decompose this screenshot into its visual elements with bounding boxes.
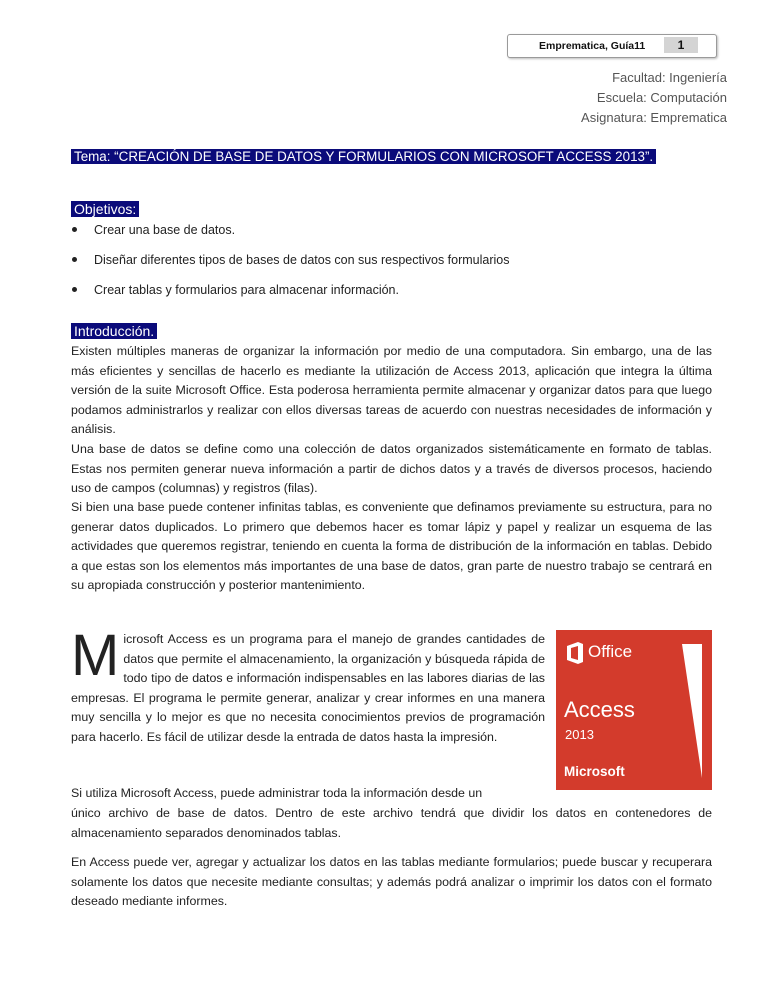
list-item (70, 250, 510, 280)
logo-triangle (682, 644, 702, 778)
logo-access-text: Access (564, 697, 635, 722)
bullet-icon (72, 227, 77, 232)
office-logo-inner (571, 646, 578, 660)
intro-heading-text: Introducción. (71, 323, 157, 339)
office-logo-icon (565, 642, 585, 664)
course-meta (581, 68, 727, 128)
meta-facultad: Facultad: Ingeniería (612, 70, 727, 85)
intro-paragraph-3: Si bien una base puede contener infinitas tablas, es conveniente que definamos previamente su estructura, para no generar datos duplicados. Lo primero que debemos hacer es tomar lápiz y papel y realizar un esquema de las actividades que queremos registrar, teniendo en cuenta la forma de distribución de la información en tablas. Debido a que estas son los elementos más importantes de una base de datos, gran parte de nuestro trabajo se centrará en su apropiada construcción y posterior mantenimiento. (71, 500, 712, 592)
list-item-text: Diseñar diferentes tipos de bases de datos con sus respectivos formularios (94, 253, 510, 267)
meta-escuela: Escuela: Computación (596, 90, 727, 105)
logo-year-text: 2013 (565, 727, 594, 742)
intro-heading (71, 322, 157, 341)
bullet-icon (72, 287, 77, 292)
topic-title-text: Tema: “CREACIÓN DE BASE DE DATOS Y FORMULARIOS CON MICROSOFT ACCESS 2013”. (71, 149, 656, 164)
logo-office-text: Office (588, 642, 633, 661)
list-item (70, 280, 510, 310)
drop-cap: M (71, 623, 120, 688)
access-paragraph (71, 623, 545, 747)
logo-microsoft-text: Microsoft (564, 764, 625, 779)
header-box (507, 34, 717, 58)
objectives-heading (71, 200, 139, 219)
list-item (70, 220, 510, 250)
paragraph-5-rest: único archivo de base de datos. Dentro de este archivo tendrá que dividir los datos en contenedores de almacenamiento separados denominados tablas. (71, 806, 712, 840)
list-item-text: Crear tablas y formularios para almacenar información. (94, 283, 399, 297)
topic-title (71, 147, 656, 166)
access-2013-logo (556, 630, 712, 790)
header-title: Emprematica, Guía11 (539, 40, 646, 52)
paragraph-5-first-line: Si utiliza Microsoft Access, puede administrar toda la información desde un (71, 786, 483, 800)
meta-asignatura: Asignatura: Emprematica (581, 110, 727, 125)
intro-paragraph-1: Existen múltiples maneras de organizar la información por medio de una computadora. Sin embargo, una de las más eficientes y sencillas de hacerlo es mediante la utilización de Access 2013, aplicación que integra la última versión de la suite Microsoft Office. Esta poderosa herramienta permite almacenar y organizar datos para que luego podamos administrarlos y realizar con ellos diversas tareas de acuerdo con nuestras necesidades de información y análisis. (71, 344, 712, 436)
page-number: 1 (664, 37, 698, 53)
bullet-icon (72, 257, 77, 262)
objectives-heading-text: Objetivos: (71, 201, 139, 217)
intro-paragraph-2: Una base de datos se define como una colección de datos organizados sistemáticamente en formato de tablas. Estas nos permiten generar nueva información a partir de dichos datos y a través de diversos procesos, haciendo uso de campos (columnas) y registros (filas). (71, 442, 712, 495)
objectives-list (70, 220, 510, 310)
paragraph-6: En Access puede ver, agregar y actualizar los datos en las tablas mediante formularios; puede buscar y recuperara solamente los datos que necesite mediante consultas; y además podrá analizar o imprimir los datos con el formato deseado mediante informes. (71, 855, 712, 908)
access-paragraph-text: icrosoft Access es un programa para el manejo de grandes cantidades de datos que permite el almacenamiento, la organización y búsqueda rápida de todo tipo de datos e información indispensables en las labores diarias de las empresas. El programa le permite generar, analizar y crear informes en una manera muy sencilla y lo mejor es que no necesita conocimientos previos de programación para hacerlo. Es fácil de utilizar desde la entrada de datos hasta la impresión. (71, 632, 545, 744)
list-item-text: Crear una base de datos. (94, 223, 236, 237)
